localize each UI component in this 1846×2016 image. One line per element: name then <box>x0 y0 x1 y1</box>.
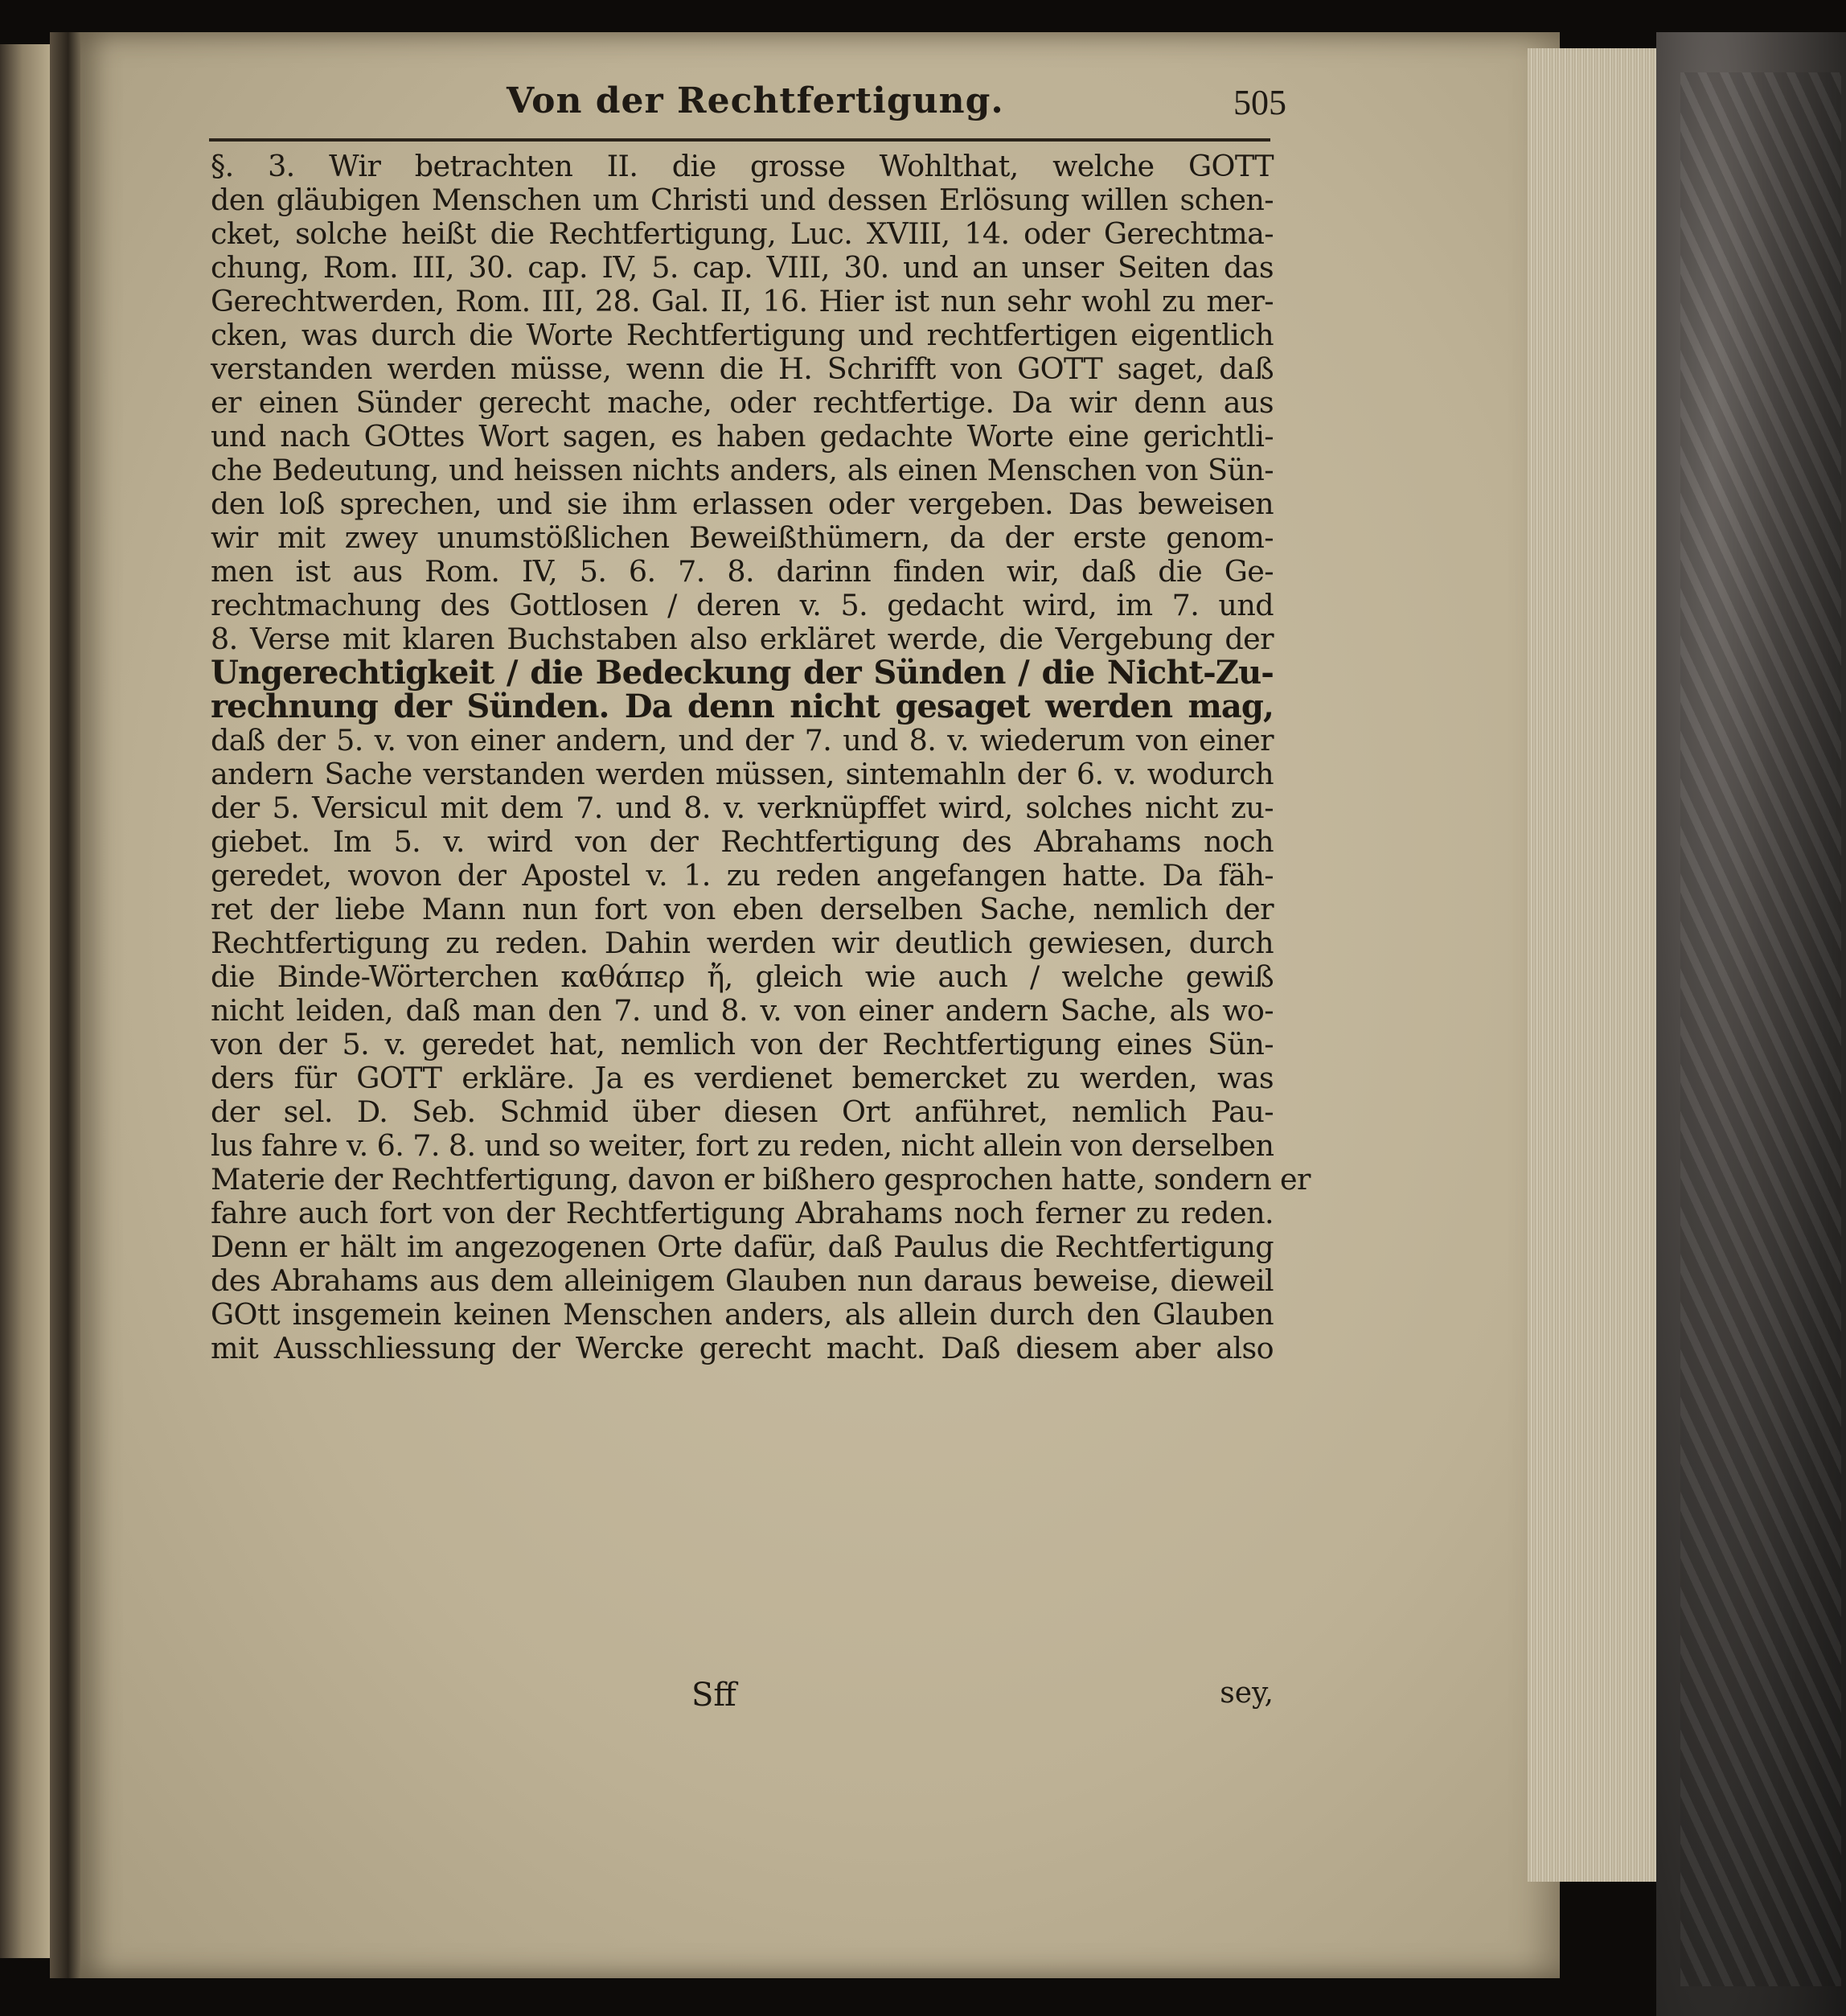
text-line: andern Sache verstanden werden müssen, sintemahln der 6. v. wodurch <box>211 757 1274 791</box>
text-line: giebet. Im 5. v. wird von der Rechtfertigung des Abrahams noch <box>211 824 1274 859</box>
text-line: der 5. Versicul mit dem 7. und 8. v. verknüpffet wird, solches nicht zu- <box>211 790 1274 825</box>
text-line: ders für GOTT erkläre. Ja es verdienet bemercket zu werden, was <box>211 1061 1274 1095</box>
text-line: den gläubigen Menschen um Christi und dessen Erlösung willen schen- <box>211 183 1274 217</box>
text-line: Materie der Rechtfertigung, davon er bißhero gesprochen hatte, sondern er <box>211 1162 1311 1197</box>
text-line: wir mit zwey unumstößlichen Beweißthümern, da der erste genom- <box>211 520 1274 555</box>
text-line: mit Ausschliessung der Wercke gerecht macht. Daß diesem aber also <box>211 1331 1274 1365</box>
text-line: geredet, wovon der Apostel v. 1. zu reden angefangen hatte. Da fäh- <box>211 858 1274 893</box>
text-line: GOtt insgemein keinen Menschen anders, als allein durch den Glauben <box>211 1297 1274 1332</box>
text-line: verstanden werden müsse, wenn die H. Schrifft von GOTT saget, daß <box>211 351 1274 386</box>
text-line: die Binde-Wörterchen καθάπερ ἤ, gleich wie auch / welche gewiß <box>211 959 1274 994</box>
text-line: fahre auch fort von der Rechtfertigung Abrahams noch ferner zu reden. <box>211 1196 1274 1230</box>
text-line: von der 5. v. geredet hat, nemlich von der Rechtfertigung eines Sün- <box>211 1027 1274 1061</box>
text-line: rechtmachung des Gottlosen / deren v. 5. gedacht wird, im 7. und <box>211 588 1274 622</box>
text-line: lus fahre v. 6. 7. 8. und so weiter, fort zu reden, nicht allein von derselben <box>211 1128 1274 1163</box>
text-line: Gerechtwerden, Rom. III, 28. Gal. II, 16. Hier ist nun sehr wohl zu mer- <box>211 284 1274 318</box>
text-line: der sel. D. Seb. Schmid über diesen Ort anführet, nemlich Pau- <box>211 1094 1274 1129</box>
head-rule <box>209 138 1270 142</box>
text-line: ret der liebe Mann nun fort von eben derselben Sache, nemlich der <box>211 892 1274 926</box>
text-line: Rechtfertigung zu reden. Dahin werden wir deutlich gewiesen, durch <box>211 926 1274 960</box>
text-line: des Abrahams aus dem alleinigem Glauben nun daraus beweise, dieweil <box>211 1263 1274 1298</box>
catchword: sey, <box>1220 1677 1274 1710</box>
marbled-pattern <box>1680 72 1841 1986</box>
signature-mark: Sff <box>691 1677 736 1714</box>
text-line: er einen Sünder gerecht mache, oder rechtfertige. Da wir denn aus <box>211 385 1274 420</box>
text-line: daß der 5. v. von einer andern, und der 7. und 8. v. wiederum von einer <box>211 723 1274 758</box>
text-line-emphasis: Ungerechtigkeit / die Bedeckung der Sünden / die Nicht-Zu- <box>211 654 1274 692</box>
text-line: che Bedeutung, und heissen nichts anders, als einen Menschen von Sün- <box>211 453 1274 487</box>
page-number: 505 <box>1233 83 1286 122</box>
text-line: und nach GOttes Wort sagen, es haben gedachte Worte eine gerichtli- <box>211 419 1274 454</box>
page-footer <box>211 1677 1274 1717</box>
text-line-emphasis: rechnung der Sünden. Da denn nicht gesaget werden mag, <box>211 688 1274 725</box>
text-line: §. 3. Wir betrachten II. die grosse Wohlthat, welche GOTT <box>211 149 1274 183</box>
page-block-edges <box>1528 48 1672 1882</box>
previous-page-edge <box>0 44 50 1958</box>
text-line: den loß sprechen, und sie ihm erlassen oder vergeben. Das beweisen <box>211 487 1274 521</box>
body-text <box>211 149 1311 1365</box>
text-line: men ist aus Rom. IV, 5. 6. 7. 8. darinn finden wir, daß die Ge- <box>211 554 1274 589</box>
text-line: cken, was durch die Worte Rechtfertigung und rechtfertigen eigentlich <box>211 318 1274 352</box>
text-line: chung, Rom. III, 30. cap. IV, 5. cap. VIII, 30. und an unser Seiten das <box>211 250 1274 285</box>
running-head <box>209 72 1286 145</box>
text-line: nicht leiden, daß man den 7. und 8. v. von einer andern Sache, als wo- <box>211 993 1274 1028</box>
text-line: 8. Verse mit klaren Buchstaben also erkläret werde, die Vergebung der <box>211 622 1274 656</box>
text-line: Denn er hält im angezogenen Orte dafür, daß Paulus die Rechtfertigung <box>211 1230 1274 1264</box>
text-line: cket, solche heißt die Rechtfertigung, Luc. XVIII, 14. oder Gerechtma- <box>211 216 1274 251</box>
book-gutter <box>50 32 80 1978</box>
running-head-title: Von der Rechtfertigung. <box>507 80 1004 121</box>
